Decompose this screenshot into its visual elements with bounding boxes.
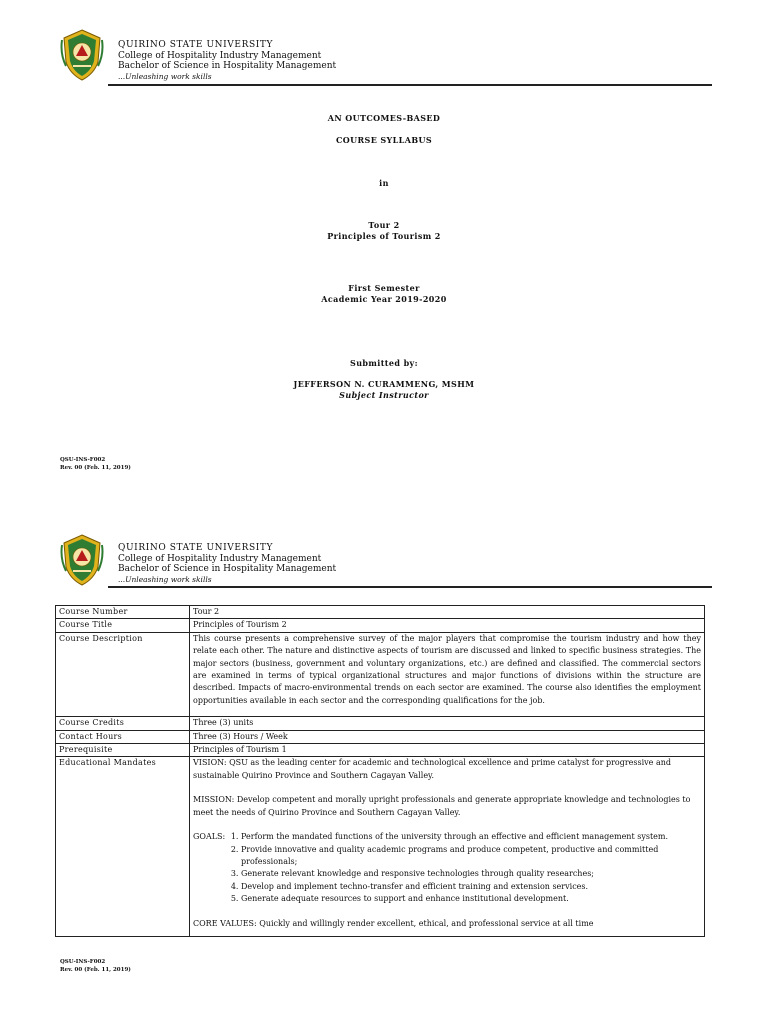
course-code: Tour 2 xyxy=(368,220,400,230)
list-item: 1. Perform the mandated functions of the university through an effective and efficient management system. xyxy=(241,831,701,843)
row-label: Course Description xyxy=(56,632,190,716)
college-name: College of Hospitality Industry Management xyxy=(118,50,322,61)
document-footer xyxy=(60,457,131,472)
row-label: Educational Mandates xyxy=(56,757,190,936)
table-row xyxy=(56,730,705,743)
core-values-statement: CORE VALUES: Quickly and willingly render excellent, ethical, and professional service at all time xyxy=(193,918,594,928)
row-value: Principles of Tourism 1 xyxy=(190,744,705,757)
list-item: 5. Generate adequate resources to support and enhance institutional development. xyxy=(241,893,701,905)
row-label: Course Number xyxy=(56,606,190,619)
letterhead xyxy=(118,40,336,82)
table-row xyxy=(56,757,705,936)
revision: Rev. 00 (Feb. 11, 2019) xyxy=(60,464,131,471)
header-rule xyxy=(108,84,712,86)
mission-statement: MISSION: Develop competent and morally upright professionals and generate appropriate knowledge and technologies to meet the needs of Quirino Province and Southern Cagayan Valley. xyxy=(193,795,691,817)
list-item: 2. Provide innovative and quality academic programs and produce competent, productive and committed professionals; xyxy=(241,844,701,869)
university-name: QUIRINO STATE UNIVERSITY xyxy=(118,543,274,553)
tagline: ...Unleashing work skills xyxy=(118,574,212,584)
semester: First Semester xyxy=(348,283,420,293)
course-description: This course presents a comprehensive survey of the major players that compromise the tourism industry and how they relate each other. The nature and distinctive aspects of tourism are discussed and linked to specific business strategies. The major sectors (business, government and voluntary organizations, etc.) are defined and classified. The commercial sectors are examined in terms of typical organizational structures and major functions of divisions within the structure are described. Impacts of macro-environmental trends on each sector are examined. The course also identifies the employment opportunities available in each sector and the corresponding qualifications for the job. xyxy=(190,632,705,716)
vision-statement: VISION: QSU as the leading center for academic and technological excellence and prime catalyst for progressive and sustainable Quirino Province and Southern Cagayan Valley. xyxy=(193,758,671,780)
instructor-name: JEFFERSON N. CURAMMENG, MSHM xyxy=(293,379,475,389)
course-name: Principles of Tourism 2 xyxy=(327,231,441,241)
row-label: Course Credits xyxy=(56,717,190,730)
header-rule xyxy=(108,586,712,588)
goals-block xyxy=(193,831,701,905)
row-label: Prerequisite xyxy=(56,744,190,757)
tagline: ...Unleashing work skills xyxy=(118,71,212,81)
program-name: Bachelor of Science in Hospitality Management xyxy=(118,61,337,71)
syllabus-page xyxy=(0,505,768,1024)
revision: Rev. 00 (Feb. 11, 2019) xyxy=(60,966,131,973)
course-info-table xyxy=(55,605,705,937)
list-item: 3. Generate relevant knowledge and responsive technologies through quality researches; xyxy=(241,868,701,880)
title-line-1: AN OUTCOMES-BASED xyxy=(327,113,441,123)
goals-label: GOALS: xyxy=(193,832,226,842)
row-label: Contact Hours xyxy=(56,730,190,743)
table-row xyxy=(56,606,705,619)
list-item: 4. Develop and implement techno-transfer and efficient training and extension services. xyxy=(241,881,701,893)
letterhead xyxy=(118,543,336,585)
row-value: Tour 2 xyxy=(190,606,705,619)
university-seal-logo xyxy=(60,533,104,587)
title-line-3: in xyxy=(379,178,389,188)
row-value: Three (3) units xyxy=(190,717,705,730)
doc-code: QSU-INS-F002 xyxy=(60,457,106,463)
title-line-2: COURSE SYLLABUS xyxy=(335,135,433,145)
row-value: Principles of Tourism 2 xyxy=(190,619,705,632)
educational-mandates xyxy=(190,757,705,936)
table-row xyxy=(56,632,705,716)
row-label: Course Title xyxy=(56,619,190,632)
instructor-role: Subject Instructor xyxy=(339,390,429,400)
doc-code: QSU-INS-F002 xyxy=(60,959,106,965)
university-seal-logo xyxy=(60,28,104,82)
program-name: Bachelor of Science in Hospitality Management xyxy=(118,564,337,574)
university-name: QUIRINO STATE UNIVERSITY xyxy=(118,40,274,50)
cover-page xyxy=(0,0,768,505)
table-row xyxy=(56,619,705,632)
row-value: Three (3) Hours / Week xyxy=(190,730,705,743)
goals-list xyxy=(241,831,701,905)
academic-year: Academic Year 2019-2020 xyxy=(321,294,447,304)
college-name: College of Hospitality Industry Management xyxy=(118,553,322,564)
document-footer xyxy=(60,959,131,974)
table-row xyxy=(56,717,705,730)
submitted-by-label: Submitted by: xyxy=(350,358,418,368)
table-row xyxy=(56,744,705,757)
